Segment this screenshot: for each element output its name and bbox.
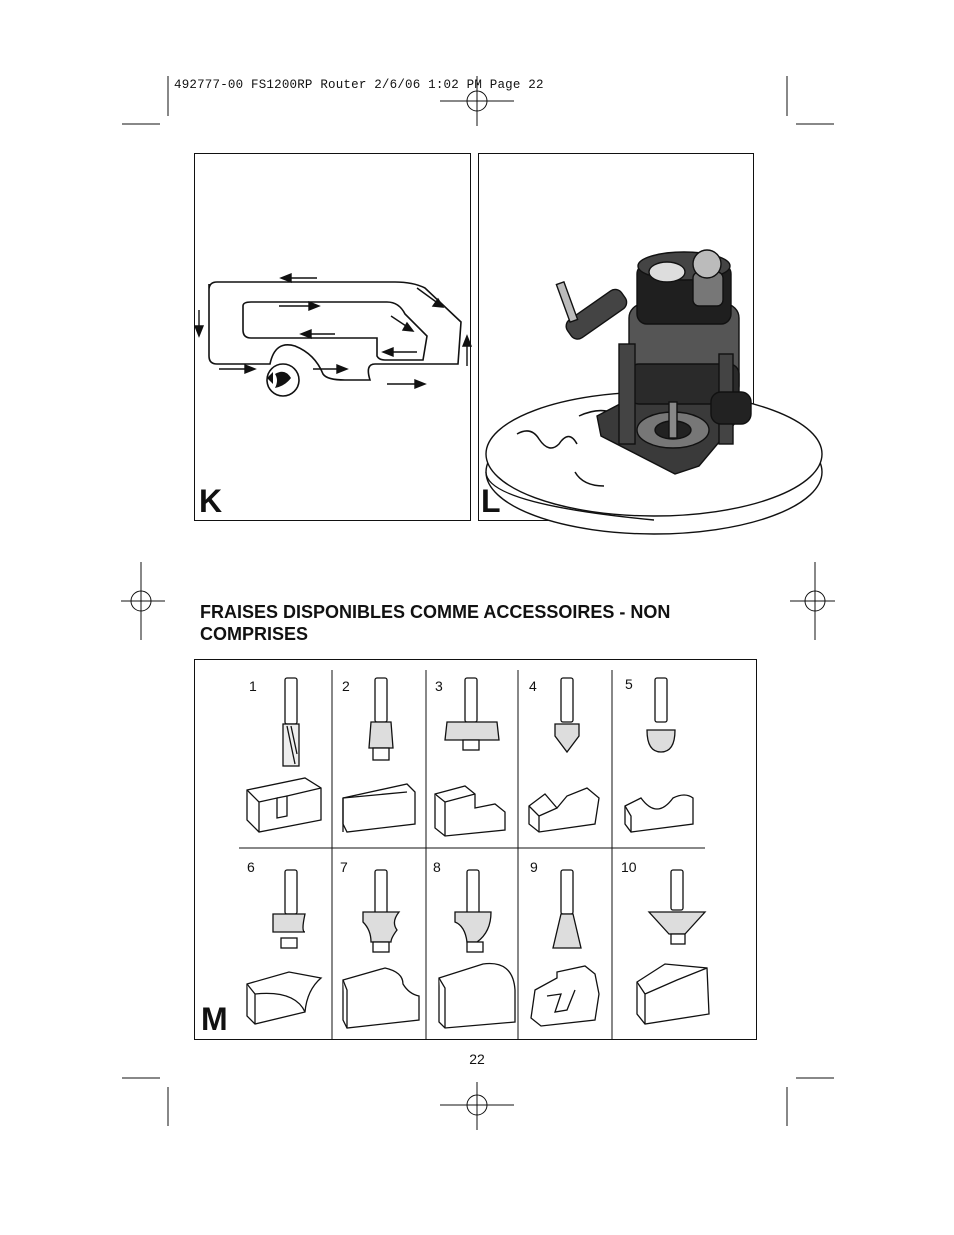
figure-m-bit-chart (194, 659, 757, 1040)
registration-mark-top (440, 76, 514, 126)
rotating-bit-icon (267, 364, 299, 396)
bit-number: 9 (530, 859, 538, 875)
bit-2-flush-trim (343, 678, 415, 832)
registration-mark-left (121, 562, 165, 640)
bit-number: 7 (340, 859, 348, 875)
router-on-template-illustration (479, 154, 753, 520)
figure-label: M (201, 1001, 228, 1037)
bit-6-cove (247, 870, 321, 1024)
bit-1-straight (247, 678, 321, 832)
figure-l (478, 153, 754, 521)
bit-5-core-box (625, 678, 693, 832)
bit-3-rabbeting (435, 678, 505, 836)
direction-arrows (195, 274, 471, 388)
bit-4-v-groove (529, 678, 599, 832)
bit-number: 6 (247, 859, 255, 875)
bit-number: 1 (249, 678, 257, 694)
figure-label: K (199, 483, 223, 519)
figure-k (194, 153, 471, 521)
bit-number: 10 (621, 859, 637, 875)
router-path-diagram (195, 154, 470, 520)
bit-profile-grid (195, 660, 756, 1039)
registration-mark-right (790, 562, 835, 640)
bit-10-chamfer (637, 870, 709, 1024)
registration-mark-bottom (440, 1082, 514, 1130)
bit-number: 8 (433, 859, 441, 875)
bit-9-dovetail (531, 870, 599, 1026)
figure-label: L (481, 483, 501, 519)
page-number: 22 (469, 1051, 485, 1067)
bit-8-round-over (439, 870, 515, 1028)
print-header: 492777-00 FS1200RP Router 2/6/06 1:02 PM Page 22 (174, 78, 544, 92)
bit-number: 4 (529, 678, 537, 694)
bit-number: 5 (625, 676, 633, 692)
bit-number: 2 (342, 678, 350, 694)
section-title: FRAISES DISPONIBLES COMME ACCESSOIRES - NON COMPRISES (200, 602, 671, 644)
bit-number: 3 (435, 678, 443, 694)
bit-7-roman-ogee (343, 870, 419, 1028)
